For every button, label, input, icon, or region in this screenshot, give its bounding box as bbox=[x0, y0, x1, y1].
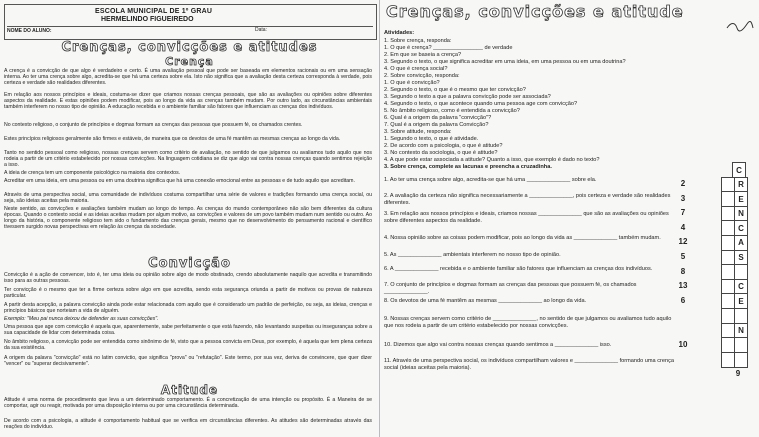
student-name-label: NOME DO ALUNO: bbox=[7, 26, 373, 34]
question-head: 3. Sobre atitude, responda: bbox=[384, 129, 452, 135]
question-item: 2. Em que se baseia a crença? bbox=[384, 52, 462, 58]
crossword-cell[interactable] bbox=[721, 220, 735, 236]
paragraph: No contexto religioso, o conjunto de princípios e dogmas formam as crenças das pessoas que possuem fé, os chamados crentes. bbox=[4, 122, 303, 128]
paragraph: No âmbito religioso, a convicção pode ser entendida como sinônimo de fé, visto que a pessoa convicta em Deus, por exemplo, é aquela que tem plena certeza da sua existência. bbox=[4, 339, 372, 352]
crossword-cell[interactable]: R bbox=[734, 177, 748, 193]
crossword-row bbox=[678, 207, 754, 222]
paragraph: Estes princípios religiosos geralmente são firmes e estáveis, de maneira que os devotos de uma fé mantêm as mesmas crenças ao longo da vida. bbox=[4, 136, 341, 142]
clue-number: 13 bbox=[678, 281, 688, 291]
paragraph: Uma pessoa que age com convicção é aquela que, aparentemente, sabe perfeitamente o que está fazendo, não levantando suspeitas ou inseguranças sobre a sua capacidade de lidar com determinada coisa. bbox=[4, 324, 372, 337]
crossword-cell[interactable] bbox=[721, 352, 735, 368]
question-item: 1. Segundo o texto, o que é atividade. bbox=[384, 136, 479, 142]
crossword-cell[interactable]: S bbox=[734, 250, 748, 266]
clue-number: 8 bbox=[680, 266, 686, 276]
question-item: 3. Segundo o texto, o que significa acreditar em uma ideia, em uma pessoa ou em uma doutrina? bbox=[384, 59, 626, 65]
crossword-cell[interactable] bbox=[721, 264, 735, 280]
question-head: 2. Sobre convicção, responda: bbox=[384, 73, 460, 79]
crossword-cell[interactable]: C bbox=[734, 220, 748, 236]
crossword-clue: 4. Nossa opinião sobre as coisas podem modificar, pois ao longo da vida as ______________ também mudam. bbox=[384, 235, 661, 241]
crossword-cell[interactable] bbox=[721, 323, 735, 339]
crossword-cell[interactable] bbox=[721, 191, 735, 207]
paragraph: Neste sentido, as convicções e avaliações também mudam ao longo do tempo. As crenças do mundo contemporâneo não são bem diferentes da cultura épocas. Quando o contexto social e as ideias aceitas mudam por algum motivo, as convicções e valores de um povo também mudam num sentido ou outro. Ao longo da história, o componente religioso tem sido o fundamento das crenças gerais, mesmo que no desenvolvimento do pensamento racional e científico tivessem surgido novas perspectivas em relação às crenças da sociedade. bbox=[4, 206, 372, 231]
page-title: Crenças, convicções e atitudes bbox=[61, 40, 318, 55]
paragraph: Atitude é uma norma de procedimento que leva a um determinado comportamento. É a concretização de uma intenção ou propósito. É a Maneira de se comportar, agir ou reagir, motivada por uma disposição interna ou por uma circunstância determinada. bbox=[4, 397, 372, 410]
crossword-clue: 7. O conjunto de princípios e dogmas formam as crenças das pessoas que possuem fé, os chamados ______________. bbox=[384, 282, 637, 295]
paragraph: A partir desta acepção, a palavra convicção ainda pode estar relacionada com aquilo que é considerado um padrão de perfeição, ou seja, as ideias, crenças e princípios básicos que norteiam a vida de alguém. bbox=[4, 302, 372, 315]
school-name-2: HERMELINDO FIGUEIREDO bbox=[101, 16, 194, 23]
paragraph: Acreditar em uma ideia, em uma pessoa ou em uma doutrina significa que há uma conexão emocional entre as pessoas e de tudo aquilo que acreditam. bbox=[4, 178, 355, 184]
crossword-row bbox=[678, 324, 754, 339]
question-item: 4. Segundo o texto, o que acontece quando uma pessoa age com convicção? bbox=[384, 101, 578, 107]
crossword-cell[interactable] bbox=[721, 337, 735, 353]
crossword-row bbox=[678, 163, 754, 178]
clue-number: 2 bbox=[680, 179, 686, 189]
crossword-row bbox=[678, 221, 754, 236]
question-item: 1. O que é crença? ________________ de verdade bbox=[384, 45, 513, 51]
activities-label: Atividades: bbox=[384, 30, 415, 36]
question-item: 6. Qual é a origem da palavra "convicção"? bbox=[384, 115, 492, 121]
clue-number: 10 bbox=[678, 339, 688, 349]
crossword-cell[interactable]: C bbox=[734, 279, 748, 295]
crossword-row bbox=[678, 251, 754, 266]
crossword-cell[interactable] bbox=[721, 293, 735, 309]
question-item: 1. O que é convicção? bbox=[384, 80, 440, 86]
section-title-crenca: Crença bbox=[165, 55, 214, 68]
question-item: 3. No contexto da sociologia, o que é atitude? bbox=[384, 150, 498, 156]
crossword-cell[interactable] bbox=[721, 235, 735, 251]
crossword-row bbox=[678, 338, 754, 353]
crossword-cell[interactable] bbox=[721, 279, 735, 295]
question-head: 1. Sobre crença, responda: bbox=[384, 38, 452, 44]
school-name: ESCOLA MUNICIPAL DE 1º GRAU bbox=[95, 8, 213, 15]
crossword-cell[interactable] bbox=[721, 308, 735, 324]
crossword-row bbox=[678, 178, 754, 193]
crossword-clue: 2. A avaliação da certeza não significa necessariamente a ______________, pois certeza e verdade são realidades diferentes. bbox=[384, 193, 671, 206]
paragraph: Através de uma perspectiva social, uma comunidade de indivíduos costuma compartilhar uma série de valores e tradições formando uma crença social, ou seja, são ideias aceitas pela maioria. bbox=[4, 192, 372, 205]
crossword-cell[interactable] bbox=[721, 206, 735, 222]
crossword-row bbox=[678, 280, 754, 295]
clue-number: 9 bbox=[735, 368, 741, 378]
worksheet-header bbox=[4, 4, 377, 40]
crossword-grid bbox=[678, 163, 754, 382]
crossword-clue: 6. A ______________ recebida e o ambiente familiar são fatores que influenciam as crenças dos indivíduos. bbox=[384, 266, 653, 272]
crossword-cell[interactable] bbox=[734, 308, 748, 324]
paragraph: Em relação aos nossos princípios e ideais, costuma-se dizer que criamos nossas crenças pessoais, que são as avaliações ou opiniões sobre diferentes aspectos da realidade. E estas opiniões podem modificar, pois ao longo da vida as crenças também mudam. Por outro lado, as circunstâncias ambientais também interferem no nosso tipo de opinião. A educação recebida e o ambiente familiar são fatores que influenciam as crenças dos indivíduos. bbox=[4, 92, 372, 111]
crossword-clue: 10. Dizemos que algo vai contra nossas crenças quando sentimos a ______________ isso. bbox=[384, 342, 612, 348]
crossword-cell[interactable] bbox=[734, 264, 748, 280]
crossword-clue: 8. Os devotos de uma fé mantêm as mesmas ______________ ao longo da vida. bbox=[384, 298, 587, 304]
crossword-cell[interactable]: N bbox=[734, 323, 748, 339]
clue-number: 3 bbox=[680, 193, 686, 203]
question-item: 3. Segundo o texto a que a palavra convicção pode ser associada? bbox=[384, 94, 551, 100]
clue-number: 5 bbox=[680, 252, 686, 262]
crossword-row bbox=[678, 236, 754, 251]
crossword-cell[interactable] bbox=[734, 352, 748, 368]
paragraph: Convicção é a ação de convencer, isto é, ter uma ideia ou opinião sobre algo de modo obstinado, crendo absolutamente naquilo que acredita e transmitindo isso para as outras pessoas. bbox=[4, 272, 372, 285]
worksheet-title: Crenças, convicções e atitude bbox=[386, 2, 684, 21]
crossword-row bbox=[678, 192, 754, 207]
crossword-clue: 1. Ao ter uma crença sobre algo, acredita-se que há uma ______________ sobre ela. bbox=[384, 177, 597, 183]
clue-number: 12 bbox=[678, 237, 688, 247]
clue-number: 4 bbox=[680, 222, 686, 232]
crossword-cell[interactable] bbox=[721, 177, 735, 193]
crossword-cell[interactable]: C bbox=[732, 162, 746, 178]
section-title-conviccao: Convicção bbox=[148, 256, 231, 271]
crossword-cell[interactable] bbox=[721, 250, 735, 266]
question-item: 4. O que é crença social? bbox=[384, 66, 448, 72]
paragraph: Exemplo: "Meu pai nunca deixou de defender as suas convicções". bbox=[4, 316, 159, 322]
crossword-clue: 11. Através de uma perspectiva social, os indivíduos compartilham valores e ______________ formando uma crença social (ideias aceitas pela maioria). bbox=[384, 358, 675, 371]
crossword-row bbox=[678, 353, 754, 368]
crossword-cell[interactable]: A bbox=[734, 235, 748, 251]
handwritten-scribble bbox=[725, 20, 755, 32]
clue-number: 6 bbox=[680, 295, 686, 305]
paragraph: A ideia de crença tem um componente psicológico na maioria dos contextos. bbox=[4, 170, 181, 176]
crossword-row bbox=[678, 367, 754, 382]
paragraph: Ter convicção é o mesmo que ter a firme certeza sobre algo em que acredita, sendo esta segurança oriunda a partir de motivos ou provas de natureza particular. bbox=[4, 287, 372, 300]
paragraph: A crença é a convicção de que algo é verdadeiro e certo. É uma avaliação pessoal que pode ser baseada em elementos racionais ou em uma sensação interna. Ao ter uma crença sobre algo, acredita-se que há uma certeza sobre ela. Isto não significa que a avaliação desta certeza corresponda à verdade, pois certeza e verdade são realidades diferentes. bbox=[4, 68, 372, 87]
clue-number: 7 bbox=[680, 208, 686, 218]
paragraph: De acordo com a psicologia, a atitude é comportamento habitual que se verifica em circunstâncias diferentes. As atitudes são determinadas através das reações do indivíduo. bbox=[4, 418, 372, 431]
crossword-row bbox=[678, 309, 754, 324]
crossword-row bbox=[678, 265, 754, 280]
paragraph: Tanto no sentido pessoal como religioso, nossas crenças servem como critério de avaliação, no sentido de que julgamos ou avaliamos tudo aquilo que nos rodeia a partir de um critério estabelecido por nossas convicções. Na linguagem cotidiana se diz que algo vai contra nossas crenças quando sentimos rejeição a isso. bbox=[4, 150, 372, 169]
crossword-clue: 3. Em relação aos nossos princípios e ideais, criamos nossas ______________ que são as avaliações ou opiniões sobre diferentes aspectos da realidade. bbox=[384, 211, 669, 224]
question-item: 4. A que pode estar associada a atitude? Quanto a isso, que exemplo é dado no texto? bbox=[384, 157, 600, 163]
right-page bbox=[380, 0, 759, 437]
question-item: 5. No âmbito religioso, como é entendida a convicção? bbox=[384, 108, 520, 114]
crossword-cell[interactable]: E bbox=[734, 293, 748, 309]
crossword-clue: 5. As ______________ ambientais interferem no nosso tipo de opinião. bbox=[384, 252, 561, 258]
crossword-cell[interactable]: E bbox=[734, 191, 748, 207]
paragraph: A origem da palavra "convicção" está no latim convictio, que significa "prova" ou "refutação". Este termo, por sua vez, deriva de convincere, que quer dizer "vencer" ou "superar decisivamente". bbox=[4, 355, 372, 368]
crossword-cell[interactable]: N bbox=[734, 206, 748, 222]
question-item: 7. Qual é a origem da palavra Convicção? bbox=[384, 122, 489, 128]
crossword-clue: 9. Nossas crenças servem como critério de ______________, no sentido de que julgamos ou avaliamos tudo aquilo que nos rodeia a partir de um critério estabelecido por nossas convicções. bbox=[384, 316, 672, 329]
question-item: 2. De acordo com a psicologia, o que é atitude? bbox=[384, 143, 503, 149]
section-title-atitude: Atitude bbox=[160, 383, 219, 397]
crossword-row bbox=[678, 294, 754, 309]
question-item: 2. Segundo o texto, o que é o mesmo que ter convicção? bbox=[384, 87, 526, 93]
crossword-instructions: 3. Sobre crença, complete as lacunas e preencha a cruzadinha. bbox=[384, 164, 552, 170]
crossword-cell[interactable] bbox=[734, 337, 748, 353]
date-label: Data: bbox=[255, 27, 267, 33]
